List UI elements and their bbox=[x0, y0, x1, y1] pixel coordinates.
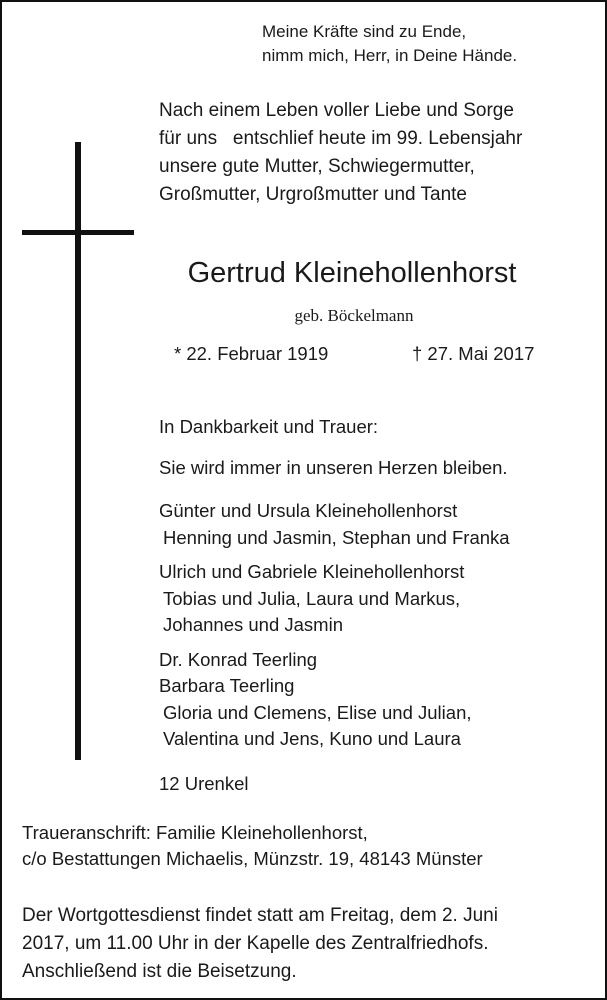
intro-line: unsere gute Mutter, Schwiegermutter, bbox=[159, 156, 475, 177]
family-line: Tobias und Julia, Laura und Markus, bbox=[163, 587, 461, 609]
intro-line: für uns entschlief heute im 99. Lebensjahr bbox=[159, 128, 523, 149]
death-date: † 27. Mai 2017 bbox=[412, 343, 535, 364]
family-line: Gloria und Clemens, Elise und Julian, bbox=[163, 701, 472, 723]
service-info bbox=[22, 902, 498, 986]
family-line: Henning und Jasmin, Stephan und Franka bbox=[163, 526, 510, 548]
mourning-address bbox=[22, 820, 483, 872]
spacer bbox=[159, 639, 510, 647]
family-line: Valentina und Jens, Kuno und Laura bbox=[163, 728, 461, 749]
intro-line: Nach einem Leben voller Liebe und Sorge bbox=[159, 100, 514, 121]
deceased-name: Gertrud Kleinehollenhorst bbox=[187, 257, 517, 289]
family-line: Barbara Teerling bbox=[159, 675, 295, 696]
family-line: Ulrich und Gabriele Kleinehollenhorst bbox=[159, 561, 465, 582]
address-line: Traueranschrift: Familie Kleinehollenhorst, bbox=[22, 822, 368, 843]
motto-line: nimm mich, Herr, in Deine Hände. bbox=[262, 46, 518, 65]
motto-verse bbox=[262, 20, 517, 68]
birth-date: * 22. Februar 1919 bbox=[174, 343, 329, 364]
spacer bbox=[159, 551, 510, 559]
gratitude-line: In Dankbarkeit und Trauer: bbox=[159, 416, 379, 437]
motto-line: Meine Kräfte sind zu Ende, bbox=[262, 22, 467, 41]
intro-text bbox=[159, 97, 522, 209]
cross-icon-bar bbox=[22, 230, 134, 235]
memory-line: Sie wird immer in unseren Herzen bleiben. bbox=[159, 457, 508, 478]
birth-name: geb. Böckelmann bbox=[294, 306, 414, 325]
family-line: Dr. Konrad Teerling bbox=[159, 648, 318, 670]
service-line: 2017, um 11.00 Uhr in der Kapelle des Zentralfriedhofs. bbox=[22, 933, 489, 954]
intro-line: Großmutter, Urgroßmutter und Tante bbox=[159, 184, 467, 205]
great-grandchildren: 12 Urenkel bbox=[159, 773, 249, 794]
mourners-list bbox=[159, 498, 510, 753]
service-line: Anschließend ist die Beisetzung. bbox=[22, 961, 297, 982]
family-line: Günter und Ursula Kleinehollenhorst bbox=[159, 500, 458, 521]
address-line: c/o Bestattungen Michaelis, Münzstr. 19, 48143 Münster bbox=[22, 848, 483, 869]
service-line: Der Wortgottesdienst findet statt am Freitag, dem 2. Juni bbox=[22, 905, 498, 926]
family-line: Johannes und Jasmin bbox=[163, 614, 343, 635]
